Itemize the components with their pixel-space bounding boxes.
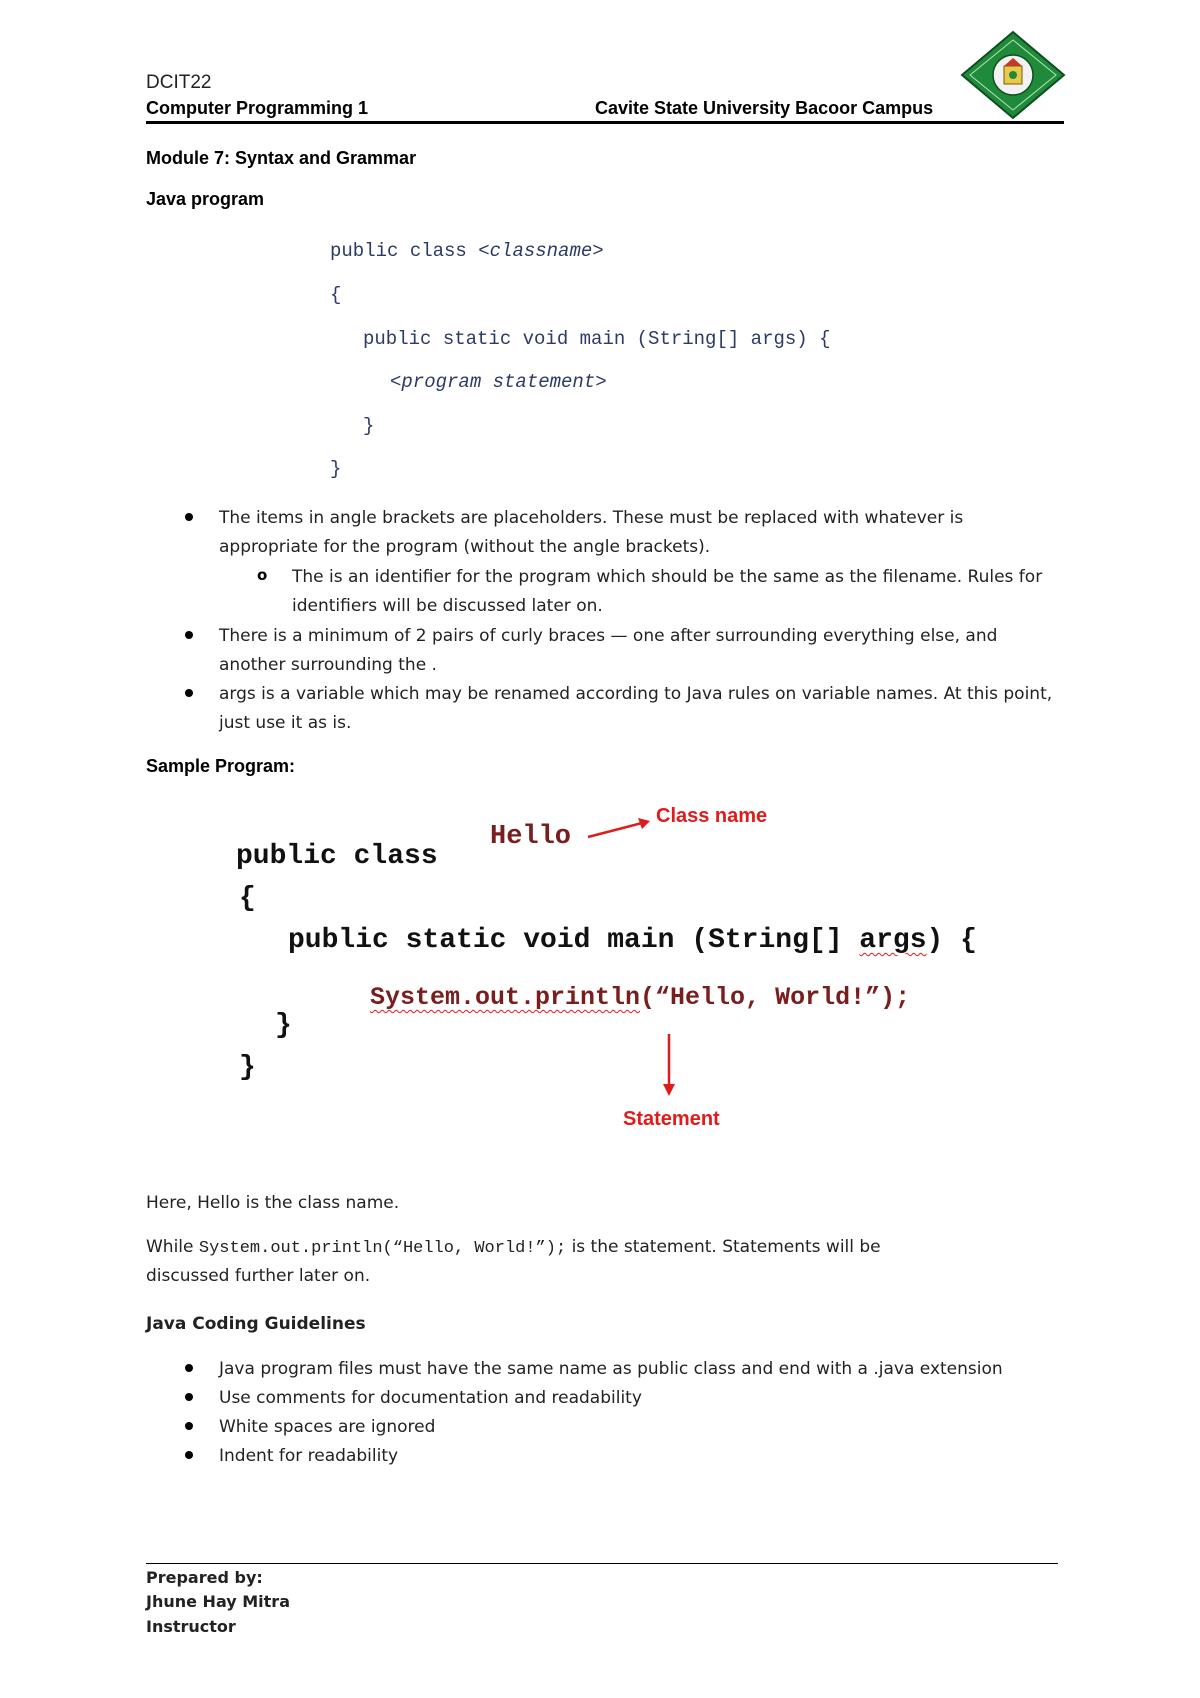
sub-bullet-marker: o — [257, 566, 268, 584]
footer-prepared-by: Prepared by: — [146, 1568, 263, 1587]
code-line-close-outer: } — [330, 458, 342, 480]
bullet-marker — [185, 1393, 193, 1401]
code-line-close-inner: } — [363, 415, 375, 437]
code-line-statement: <program statement> — [390, 371, 607, 393]
guideline-item: White spaces are ignored — [219, 1417, 436, 1437]
code-line-class: public class <classname> — [330, 240, 604, 262]
section-title-java-program: Java program — [146, 189, 265, 209]
bullet-item: The items in angle brackets are placeholders. These must be replaced with whatever is appropriate for the program (without the angle brackets). — [219, 508, 964, 557]
code-line-main: public static void main (String[] args) { — [363, 328, 831, 350]
bullet-marker — [185, 1451, 193, 1459]
footer-instructor-role: Instructor — [146, 1617, 236, 1636]
sample-program-title: Sample Program: — [146, 756, 296, 776]
bullet-item: args is a variable which may be renamed according to Java rules on variable names. At this point, just use it as is. — [219, 684, 1053, 733]
bullet-item: There is a minimum of 2 pairs of curly braces — one after surrounding everything else, and another surrounding the . — [219, 626, 998, 675]
while-text-line2: discussed further later on. — [146, 1266, 371, 1286]
bullet-marker — [185, 513, 193, 521]
sample-class-keyword: public class — [236, 841, 438, 872]
code-line-open-brace: { — [330, 284, 342, 306]
campus-name: Cavite State University Bacoor Campus — [595, 98, 934, 118]
course-title: Computer Programming 1 — [146, 98, 369, 118]
sample-close-inner: } — [275, 1010, 292, 1041]
guideline-item: Indent for readability — [219, 1446, 399, 1466]
header-rule — [146, 121, 1064, 124]
bullet-marker — [185, 689, 193, 697]
course-code: DCIT22 — [146, 72, 212, 93]
guideline-item: Use comments for documentation and readability — [219, 1388, 642, 1408]
here-text: Here, Hello is the class name. — [146, 1193, 400, 1213]
bullet-marker — [185, 1422, 193, 1430]
footer-rule — [146, 1563, 1058, 1564]
sample-main-line: public static void main (String[] args) { — [288, 925, 977, 956]
statement-arrow-icon — [659, 1032, 679, 1098]
university-seal-icon — [960, 30, 1066, 120]
bullet-marker — [185, 1364, 193, 1372]
statement-label: Statement — [623, 1108, 720, 1130]
guideline-item: Java program files must have the same name as public class and end with a .java extension — [219, 1359, 1003, 1379]
class-name-arrow-icon — [586, 815, 652, 841]
sample-close-outer: } — [239, 1052, 256, 1083]
sub-bullet-item: The is an identifier for the program which should be the same as the filename. Rules for identifiers will be discussed later on. — [292, 567, 1043, 616]
while-text: While System.out.println(“Hello, World!”); is the statement. Statements will be — [146, 1237, 881, 1258]
module-title: Module 7: Syntax and Grammar — [146, 148, 417, 168]
guidelines-title: Java Coding Guidelines — [146, 1314, 366, 1334]
bullet-marker — [185, 631, 193, 639]
sample-statement-line: System.out.println(“Hello, World!”); — [370, 983, 911, 1012]
sample-open-brace: { — [239, 883, 256, 914]
footer-instructor-name: Jhune Hay Mitra — [146, 1592, 290, 1611]
class-name-label: Class name — [656, 805, 768, 827]
sample-class-name: Hello — [490, 822, 572, 852]
